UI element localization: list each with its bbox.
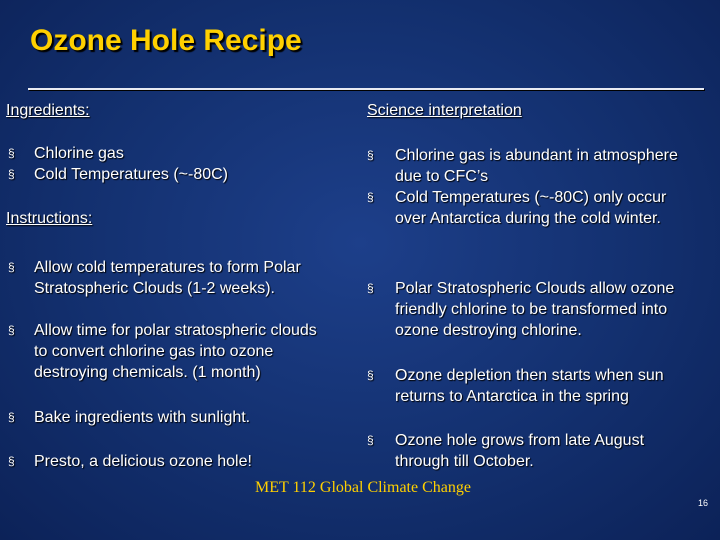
bullet-icon: § xyxy=(8,410,15,424)
bullet-icon: § xyxy=(8,260,15,274)
title-divider xyxy=(28,88,704,90)
bullet-icon: § xyxy=(367,433,374,447)
instructions-heading: Instructions: xyxy=(6,210,93,227)
course-footer: MET 112 Global Climate Change xyxy=(255,479,471,496)
bullet-icon: § xyxy=(367,281,374,295)
science-point: Chlorine gas is abundant in atmosphere due to CFC’s xyxy=(395,147,678,185)
bullet-icon: § xyxy=(367,148,374,162)
bullet-icon: § xyxy=(8,323,15,337)
bullet-icon: § xyxy=(367,368,374,382)
bullet-icon: § xyxy=(8,167,15,181)
science-point: Ozone hole grows from late August through till October. xyxy=(395,432,645,470)
bullet-icon: § xyxy=(8,146,15,160)
instruction-item: Allow time for polar stratospheric clouds to convert chlorine gas into ozone destroying chemicals. (1 month) xyxy=(34,322,317,381)
science-point: Cold Temperatures (~-80C) only occur over Antarctica during the cold winter. xyxy=(395,189,667,227)
slide-title: Ozone Hole Recipe xyxy=(30,24,302,57)
science-heading: Science interpretation xyxy=(367,102,522,119)
science-point: Polar Stratospheric Clouds allow ozone friendly chlorine to be transformed into ozone destroying chlorine. xyxy=(395,280,675,339)
instruction-item: Presto, a delicious ozone hole! xyxy=(34,453,252,470)
science-point: Ozone depletion then starts when sun returns to Antarctica in the spring xyxy=(395,367,664,405)
ingredient-item: Chlorine gas xyxy=(34,145,124,162)
ingredients-heading: Ingredients: xyxy=(6,102,90,119)
page-number: 16 xyxy=(698,498,709,508)
bullet-icon: § xyxy=(367,190,374,204)
bullet-icon: § xyxy=(8,454,15,468)
ingredient-item: Cold Temperatures (~-80C) xyxy=(34,166,229,183)
instruction-item: Allow cold temperatures to form Polar Stratospheric Clouds (1-2 weeks). xyxy=(34,259,301,297)
instruction-item: Bake ingredients with sunlight. xyxy=(34,409,251,426)
